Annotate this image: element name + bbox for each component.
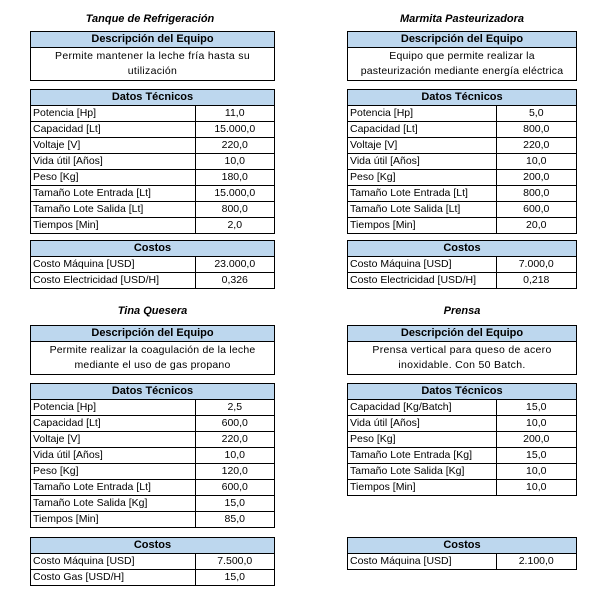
- row-value: 10,0: [496, 416, 576, 432]
- table-row: [348, 448, 576, 464]
- table-row: [31, 138, 274, 154]
- table-row: [31, 570, 274, 586]
- table-row: [31, 106, 274, 122]
- technical-table: [347, 89, 577, 234]
- equipment-title: Tina Quesera: [117, 305, 188, 317]
- row-label: Tamaño Lote Salida [Kg]: [348, 464, 496, 480]
- row-label: Capacidad [Lt]: [348, 122, 496, 138]
- row-value: 200,0: [496, 170, 576, 186]
- table-row: [348, 154, 576, 170]
- table-row: [31, 448, 274, 464]
- row-value: 200,0: [496, 432, 576, 448]
- description-line: mediante el uso de gas propano: [74, 359, 231, 371]
- row-value: 10,0: [195, 448, 274, 464]
- table-row: [348, 138, 576, 154]
- costs-table: [30, 537, 275, 586]
- description-text: [31, 342, 274, 374]
- row-value: 15,0: [224, 571, 245, 583]
- row-value: 120,0: [195, 464, 274, 480]
- row-value: 10,0: [526, 481, 547, 493]
- table-row: [348, 464, 576, 480]
- row-label: Tamaño Lote Entrada [Lt]: [348, 186, 496, 202]
- row-label: Tiempos [Min]: [31, 218, 195, 234]
- equipment-title: Tanque de Refrigeración: [85, 13, 215, 25]
- row-label: Tamaño Lote Entrada [Kg]: [348, 448, 496, 464]
- row-value: 800,0: [195, 202, 274, 218]
- description-header: Descripción del Equipo: [348, 326, 576, 342]
- costs-table: [30, 240, 275, 289]
- table-row: [31, 218, 274, 234]
- description-header: Descripción del Equipo: [31, 326, 274, 342]
- technical-table: [347, 383, 577, 496]
- row-label: Vida útil [Años]: [348, 416, 496, 432]
- costs-table: [347, 240, 577, 289]
- equipment-title: Prensa: [443, 305, 481, 317]
- row-label: Costo Electricidad [USD/H]: [348, 273, 496, 289]
- row-value: 220,0: [195, 138, 274, 154]
- row-value: 800,0: [496, 186, 576, 202]
- equipment-title: Marmita Pasteurizadora: [399, 13, 525, 25]
- row-label: Capacidad [Lt]: [31, 416, 195, 432]
- row-label: Tamaño Lote Salida [Kg]: [31, 496, 195, 512]
- row-value: 2,0: [227, 219, 243, 231]
- row-label: Capacidad [Lt]: [31, 122, 195, 138]
- row-label: Peso [Kg]: [348, 170, 496, 186]
- costs-table: [347, 537, 577, 570]
- description-line: Prensa vertical para queso de acero: [372, 344, 552, 356]
- table-row: [348, 202, 576, 218]
- technical-table: [30, 383, 275, 528]
- table-row: [31, 554, 274, 570]
- row-value: 220,0: [496, 138, 576, 154]
- row-label: Vida útil [Años]: [31, 448, 195, 464]
- table-row: [348, 170, 576, 186]
- row-label: Potencia [Hp]: [348, 106, 496, 122]
- costs-header: Costos: [348, 241, 576, 257]
- row-value: 15.000,0: [195, 122, 274, 138]
- row-value: 10,0: [496, 464, 576, 480]
- table-row: [348, 218, 576, 234]
- row-label: Costo Máquina [USD]: [31, 554, 195, 570]
- row-label: Capacidad [Kg/Batch]: [348, 400, 496, 416]
- row-value: 20,0: [526, 219, 547, 231]
- row-label: Voltaje [V]: [31, 138, 195, 154]
- row-value: 600,0: [195, 416, 274, 432]
- description-line: Permite mantener la leche fría hasta su: [55, 50, 250, 62]
- technical-header: Datos Técnicos: [348, 90, 576, 106]
- table-row: [31, 416, 274, 432]
- row-value: 10,0: [195, 154, 274, 170]
- row-label: Tiempos [Min]: [348, 480, 496, 496]
- row-label: Tamaño Lote Entrada [Lt]: [31, 480, 195, 496]
- row-value: 0,326: [221, 274, 248, 286]
- row-value: 2.100,0: [518, 555, 554, 567]
- description-box: [30, 31, 275, 81]
- description-header: Descripción del Equipo: [348, 32, 576, 48]
- table-row: [348, 122, 576, 138]
- description-line: Equipo que permite realizar la: [389, 50, 535, 62]
- row-value: 15.000,0: [195, 186, 274, 202]
- row-value: 0,218: [523, 274, 550, 286]
- row-label: Tiempos [Min]: [348, 218, 496, 234]
- technical-table: [30, 89, 275, 234]
- row-value: 85,0: [224, 513, 245, 525]
- row-label: Tiempos [Min]: [31, 512, 195, 528]
- row-label: Costo Máquina [USD]: [348, 257, 496, 273]
- description-line: inoxidable. Con 50 Batch.: [398, 359, 526, 371]
- table-row: [31, 202, 274, 218]
- row-label: Potencia [Hp]: [31, 106, 195, 122]
- table-row: [348, 257, 576, 273]
- row-value: 600,0: [195, 480, 274, 496]
- description-line: utilización: [127, 65, 178, 77]
- table-row: [348, 554, 576, 569]
- row-value: 2,5: [195, 400, 274, 416]
- table-row: [31, 170, 274, 186]
- table-row: [348, 273, 576, 289]
- description-line: pasteurización mediante energía eléctrica: [360, 65, 564, 77]
- row-label: Peso [Kg]: [31, 170, 195, 186]
- row-label: Peso [Kg]: [348, 432, 496, 448]
- table-row: [348, 480, 576, 496]
- row-value: 15,0: [496, 448, 576, 464]
- description-text: [348, 342, 576, 374]
- row-value: 15,0: [496, 400, 576, 416]
- row-label: Voltaje [V]: [348, 138, 496, 154]
- row-value: 800,0: [496, 122, 576, 138]
- row-label: Potencia [Hp]: [31, 400, 195, 416]
- row-label: Tamaño Lote Salida [Lt]: [348, 202, 496, 218]
- row-value: 10,0: [496, 154, 576, 170]
- row-label: Peso [Kg]: [31, 464, 195, 480]
- row-label: Voltaje [V]: [31, 432, 195, 448]
- table-row: [31, 496, 274, 512]
- row-label: Costo Máquina [USD]: [31, 257, 195, 273]
- row-label: Costo Gas [USD/H]: [31, 570, 195, 586]
- costs-header: Costos: [31, 241, 274, 257]
- table-row: [31, 273, 274, 289]
- technical-header: Datos Técnicos: [31, 384, 274, 400]
- table-row: [31, 432, 274, 448]
- table-row: [348, 432, 576, 448]
- row-label: Costo Electricidad [USD/H]: [31, 273, 195, 289]
- row-label: Vida útil [Años]: [31, 154, 195, 170]
- costs-header: Costos: [31, 538, 274, 554]
- table-row: [31, 400, 274, 416]
- row-label: Costo Máquina [USD]: [348, 554, 496, 569]
- costs-header: Costos: [348, 538, 576, 554]
- row-label: Vida útil [Años]: [348, 154, 496, 170]
- description-box: [30, 325, 275, 375]
- description-text: [31, 48, 274, 80]
- description-box: [347, 31, 577, 81]
- row-value: 7.000,0: [496, 257, 576, 273]
- table-row: [31, 464, 274, 480]
- table-row: [348, 186, 576, 202]
- row-value: 180,0: [195, 170, 274, 186]
- row-value: 7.500,0: [195, 554, 274, 570]
- table-row: [31, 257, 274, 273]
- table-row: [31, 154, 274, 170]
- table-row: [348, 106, 576, 122]
- row-value: 600,0: [496, 202, 576, 218]
- table-row: [31, 186, 274, 202]
- table-row: [31, 480, 274, 496]
- description-text: [348, 48, 576, 80]
- row-value: 11,0: [195, 106, 274, 122]
- row-value: 15,0: [195, 496, 274, 512]
- table-row: [31, 122, 274, 138]
- table-row: [31, 512, 274, 528]
- row-value: 220,0: [195, 432, 274, 448]
- row-label: Tamaño Lote Salida [Lt]: [31, 202, 195, 218]
- table-row: [348, 400, 576, 416]
- technical-header: Datos Técnicos: [31, 90, 274, 106]
- table-row: [348, 416, 576, 432]
- row-label: Tamaño Lote Entrada [Lt]: [31, 186, 195, 202]
- row-value: 5,0: [496, 106, 576, 122]
- description-header: Descripción del Equipo: [31, 32, 274, 48]
- description-box: [347, 325, 577, 375]
- description-line: Permite realizar la coagulación de la leche: [49, 344, 256, 356]
- technical-header: Datos Técnicos: [348, 384, 576, 400]
- row-value: 23.000,0: [195, 257, 274, 273]
